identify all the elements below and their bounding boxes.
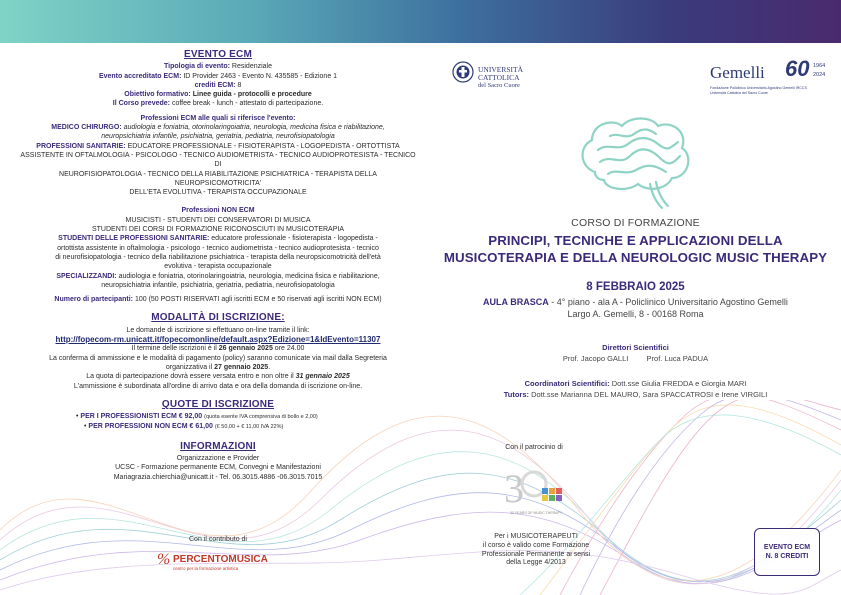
thirty-years-music-therapy-logo [498, 458, 570, 520]
info-line-1: Organizzazione e Provider [176, 454, 260, 462]
sanitarie-label: PROFESSIONI SANITARIE: [36, 142, 126, 150]
course-label: CORSO DI FORMAZIONE [571, 217, 700, 229]
iscrizione-title: MODALITÀ DI ISCRIZIONE: [151, 312, 285, 324]
venue [430, 296, 841, 320]
non-ecm-line-2: STUDENTI DEI CORSI DI FORMAZIONE RICONOSCIUTI IN MUSICOTERAPIA [91, 226, 344, 234]
iscr-line-4: La conferma di ammissione e le modalità di pagamento (policy) saranno comunicate via mail dalla Segreteria [49, 354, 387, 362]
quote-2-note: (€ 50,00 + € 11,00 IVA 22%) [214, 424, 284, 431]
ucsc-line-3: del Sacro Cuore [478, 82, 520, 90]
brain-music-icon [570, 112, 700, 212]
gemelli-sub-1: Fondazione Policlinico Universitario Agostino Gemelli IRCCS [710, 86, 807, 90]
info-line-3: Mariagrazia.chierchia@unicatt.it - Tel. 06.3015.4886 -06.3015.7015 [113, 473, 323, 481]
ecm-credits-badge [754, 528, 820, 576]
iscrizione-link[interactable]: http://fopecom-rm.unicatt.it/fopecomonline/default.aspx?Edizione=1&IdEvento=11307 [55, 335, 381, 345]
badge-line-2: N. 8 CREDITI [765, 553, 809, 560]
info-line-2: UCSC - Formazione permanente ECM, Convegni e Manifestazioni [115, 464, 321, 472]
non-ecm-line-1: MUSICISTI - STUDENTI DEI CONSERVATORI DI MUSICA [125, 216, 311, 224]
musicoterapeuti-note [444, 533, 628, 568]
iscr-line-3c: ore 24.00 [272, 345, 305, 353]
medico-value-1: audiologia e foniatria, otorinolaringoiatria, neurologia, medicina fisica e riabilitazione, [123, 124, 385, 132]
sanitarie-value-4: DELL'ETA EVOLUTIVA - TERAPISTA OCCUPAZIONALE [129, 189, 307, 197]
prevede-line [18, 99, 418, 108]
direttore-2: Prof. Luca PADUA [646, 354, 709, 363]
venue-rest: - 4° piano - ala A - Policlinico Universitario Agostino Gemelli [548, 297, 788, 307]
tutors-line [430, 389, 841, 400]
musico-line-3: Professionale Permanente ai sensi [481, 550, 591, 558]
medico-label: MEDICO CHIRURGO: [51, 124, 122, 132]
venue-room: AULA BRASCA [483, 297, 549, 307]
quote-2-label: PER PROFESSIONI NON ECM € 61,00 [88, 423, 213, 431]
course-title-line-1: PRINCIPI, TECNICHE E APPLICAZIONI DELLA [488, 233, 783, 248]
info-title: INFORMAZIONI [180, 440, 256, 452]
ucsc-name [478, 66, 523, 91]
tutors-label: Tutors: [503, 390, 529, 399]
gemelli-years [813, 62, 825, 80]
obiettivo-value: Linee guida - protocolli e procedure [192, 91, 312, 99]
direttore-1: Prof. Jacopo GALLI [562, 354, 629, 363]
ucsc-line-1: UNIVERSITÀ [478, 65, 523, 74]
right-pane [430, 0, 841, 595]
percento-mark: % [157, 551, 171, 568]
studenti-line [18, 234, 418, 243]
tipologia-value: Residenziale [231, 63, 273, 71]
left-column [18, 50, 418, 482]
coordinatori [430, 378, 841, 400]
obiettivo-line [18, 90, 418, 99]
event-date: 8 FEBBRAIO 2025 [586, 281, 685, 293]
contributo-label: Con il contributo di [189, 536, 247, 543]
quote-title: QUOTE DI ISCRIZIONE [161, 398, 275, 410]
coord-line [430, 378, 841, 389]
musico-line-2: il corso è valido come Formazione [482, 541, 590, 549]
course-title [430, 232, 841, 266]
crediti-label: crediti ECM: [194, 81, 236, 89]
specializzandi-line [18, 272, 418, 281]
iscr-payment-date: 31 gennaio 2025 [295, 373, 350, 381]
specializzandi-value-1: audiologia e foniatria, otorinolaringoiatria, neurologia, medicina fisica e riabilitazione, [118, 272, 380, 280]
iscr-line-5c: . [268, 363, 271, 371]
iscr-line-6 [18, 372, 418, 381]
iscr-line-7: L'ammissione è subordinata all'ordine di arrivo data e ora della domanda di iscrizione on-line. [73, 382, 363, 390]
direttori-title: Direttori Scientifici [602, 343, 669, 352]
studenti-label: STUDENTI DELLE PROFESSIONI SANITARIE: [58, 235, 210, 243]
tutors-value: Dott.sse Marianna DEL MAURO, Sara SPACCATROSI e Irene VIRGILI [529, 390, 768, 399]
quote-1-note: (quota esente IVA comprensiva di bollo e 2,00) [204, 414, 318, 421]
gemelli-60-mark: 60 [785, 56, 810, 81]
studenti-value-1: educatore professionale - fisioterapista - logopedista - [211, 235, 378, 243]
accreditato-line [18, 72, 418, 81]
tipologia-line [18, 62, 418, 71]
gemelli-logo-word: Gemelli [710, 63, 765, 82]
partecipanti-value: 100 (50 POSTI RISERVATI agli iscritti ECM e 50 riservati agli iscritti NON ECM) [134, 296, 382, 304]
iscr-line-3 [18, 344, 418, 353]
musico-line-1: Per i MUSICOTERAPEUTI [494, 533, 578, 540]
medico-line-2 [18, 132, 418, 141]
logo3d-sub: 30 YEARS OF MUSIC THERAPY [510, 511, 563, 515]
venue-line-1 [430, 296, 841, 308]
percento-sub: centro per la formazione artistica [173, 566, 239, 571]
percento-name: PERCENTOMUSICA [173, 554, 268, 565]
accreditato-label: Evento accreditato ECM: [98, 72, 182, 80]
professioni-ecm-title: Professioni ECM alle quali si riferisce l'evento: [140, 114, 296, 122]
sanitarie-value-1: EDUCATORE PROFESSIONALE - FISIOTERAPISTA - LOGOPEDISTA - ORTOTTISTA [127, 142, 400, 150]
musico-line-4: della Legge 4/2013 [506, 559, 566, 567]
ucsc-line-2: CATTOLICA [478, 73, 520, 83]
medico-value-2: neuropsichiatria infantile, psichiatria, geriatria, pediatria, neurofisiopatologia [101, 133, 335, 141]
sanitarie-line [18, 142, 418, 151]
crediti-value: 8 [237, 81, 242, 89]
gemelli-year-2: 2024 [813, 72, 826, 78]
studenti-value-2: ortottista assistente in oftalmologia - psicologo - tecnico audiometrista - tecnico audioprotesista - tecnico [57, 244, 379, 252]
obiettivo-label: Obiettivo formativo: [124, 91, 191, 99]
sanitarie-value-2: ASSISTENTE IN OFTALMOLOGIA - PSICOLOGO - TECNICO AUDIOMETRISTA - TECNICO AUDIOPROTESISTA - TECNICO DI [20, 151, 416, 169]
partecipanti-label: Numero di partecipanti: [54, 296, 133, 304]
course-title-line-2: MUSICOTERAPIA E DELLA NEUROLOGIC MUSIC THERAPY [443, 250, 828, 265]
venue-line-2: Largo A. Gemelli, 8 - 00168 Roma [567, 309, 704, 319]
medico-line [18, 123, 418, 132]
accreditato-value: ID Provider 2463 - Evento N. 435585 - Edizione 1 [183, 72, 338, 80]
gemelli-year-1: 1964 [813, 63, 826, 69]
iscr-line-1: Le domande di iscrizione si effettuano on-line tramite il link: [126, 326, 310, 334]
prevede-value: coffee break - lunch - attestato di partecipazione. [171, 100, 324, 108]
quote-item-ecm: • PER I PROFESSIONISTI ECM € 92,00 (quota esente IVA comprensiva di bollo e 2,00) [76, 413, 318, 421]
quote-1-label: PER I PROFESSIONISTI ECM € 92,00 [80, 413, 203, 421]
crediti-line [18, 81, 418, 90]
badge-line-1: EVENTO ECM [763, 544, 811, 551]
coord-value: Dott.sse Giulia FREDDA e Giorgia MARI [609, 379, 747, 388]
iscr-line-5a: organizzativa il [165, 363, 215, 371]
percentomusica-logo [155, 548, 285, 574]
quote-item-non-ecm: • PER PROFESSIONI NON ECM € 61,00 (€ 50,00 + € 11,00 IVA 22%) [84, 423, 284, 431]
iscr-confirm-date: 27 gennaio 2025 [214, 363, 269, 371]
gemelli-sub-2: Università Cattolica del Sacro Cuore [710, 90, 768, 95]
direttori-names [430, 354, 841, 363]
evento-ecm-title: EVENTO ECM [184, 49, 252, 60]
iscr-line-3a: Il termine delle iscrizioni è il [131, 345, 219, 353]
specializzandi-label: SPECIALIZZANDI: [56, 272, 117, 280]
patrocinio-label: Con il patrocinio di [505, 444, 563, 451]
iscr-line-5 [18, 363, 418, 372]
sanitarie-value-3: NEUROFISIOPATOLOGIA - TECNICO DELLA RIABILITAZIONE PSICHIATRICA - TERAPISTA DELLA NEUROPSICOMOTRICITA' [59, 170, 377, 187]
tipologia-label: Tipologia di evento: [163, 63, 230, 71]
logo3d-numeral: 3 [504, 466, 524, 511]
prevede-label: Il Corso prevede: [112, 100, 170, 108]
coord-label: Coordinatori Scientifici: [524, 379, 610, 388]
studenti-value-4: evolutiva - terapista occupazionale [164, 263, 272, 271]
iscr-deadline: 26 gennaio 2025 [218, 345, 273, 353]
non-ecm-title: Professioni NON ECM [181, 207, 255, 215]
gemelli-subtitle [710, 86, 840, 95]
iscr-line-6a: La quota di partecipazione dovrà essere versata entro e non oltre il [86, 373, 296, 381]
specializzandi-value-2: neuropsichiatria infantile, psichiatria, geriatria, pediatria, neurofisiopatologia [101, 281, 335, 289]
partecipanti-line [18, 295, 418, 304]
studenti-value-3: di neurofisiopatologia - tecnico della riabilitazione psichiatrica - terapista della neuropsicomotricità dell'età [55, 253, 381, 261]
